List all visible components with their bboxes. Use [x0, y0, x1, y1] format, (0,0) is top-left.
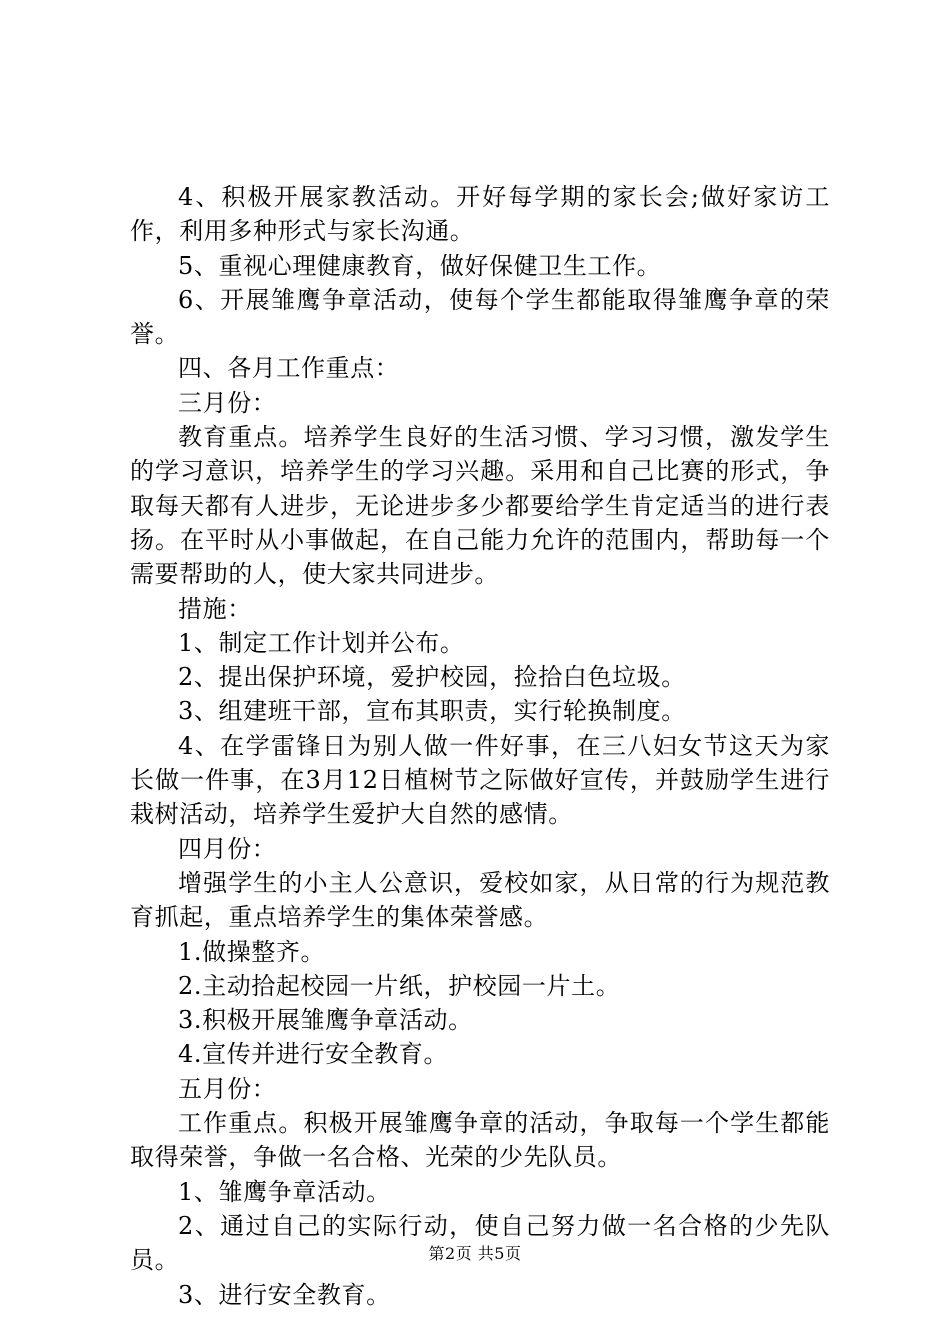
page-number-label: 第2页 共5页 [428, 1244, 522, 1263]
paragraph-item-5-mental-health: 5、重视心理健康教育，做好保健卫生工作。 [178, 251, 662, 280]
page-footer [0, 1244, 950, 1264]
list-item-march-4: 4、在学雷锋日为别人做一件好事，在三八妇女节这天为家长做一件事，在3月12日植树节之际做好宣传，并鼓励学生进行栽树活动，培养学生爱护大自然的感情。 [130, 731, 830, 829]
paragraph-item-6-eagle-badges: 6、开展雏鹰争章活动，使每个学生都能取得雏鹰争章的荣誉。 [130, 285, 830, 349]
list-item-may-2: 2、通过自己的实际行动，使自己努力做一名合格的少先队员。 [130, 1211, 830, 1275]
month-heading-march: 三月份： [178, 388, 277, 417]
list-item-april-3: 3.积极开展雏鹰争章活动。 [178, 1006, 473, 1035]
list-item-march-2: 2、提出保护环境，爱护校园，捡拾白色垃圾。 [178, 663, 686, 692]
measures-heading: 措施： [178, 594, 252, 623]
month-heading-may: 五月份： [178, 1074, 277, 1103]
list-item-may-1: 1、雏鹰争章活动。 [178, 1177, 391, 1206]
list-item-april-4: 4.宣传并进行安全教育。 [178, 1040, 449, 1069]
list-item-april-2: 2.主动拾起校园一片纸，护校园一片土。 [178, 971, 621, 1000]
section-heading-monthly-focus: 四、各月工作重点： [178, 354, 400, 383]
list-item-march-1: 1、制定工作计划并公布。 [178, 628, 465, 657]
paragraph-march-focus: 教育重点。培养学生良好的生活习惯、学习习惯，激发学生的学习意识，培养学生的学习兴趣。采用和自己比赛的形式，争取每天都有人进步，无论进步多少都要给学生肯定适当的进行表扬。在平时从小事做起，在自己能力允许的范围内，帮助每一个需要帮助的人，使大家共同进步。 [130, 423, 830, 589]
month-heading-april: 四月份： [178, 834, 277, 863]
list-item-march-3: 3、组建班干部，宣布其职责，实行轮换制度。 [178, 697, 686, 726]
list-item-may-3: 3、进行安全教育。 [178, 1280, 391, 1309]
paragraph-april-focus: 增强学生的小主人公意识，爱校如家，从日常的行为规范教育抓起，重点培养学生的集体荣誉感。 [130, 868, 830, 932]
paragraph-may-focus: 工作重点。积极开展雏鹰争章的活动，争取每一个学生都能取得荣誉，争做一名合格、光荣的少先队员。 [130, 1109, 830, 1172]
paragraph-item-4-parent-meetings: 4、积极开展家教活动。开好每学期的家长会;做好家访工作，利用多种形式与家长沟通。 [130, 183, 830, 246]
list-item-april-1: 1.做操整齐。 [178, 937, 326, 966]
document-body [130, 180, 830, 1312]
